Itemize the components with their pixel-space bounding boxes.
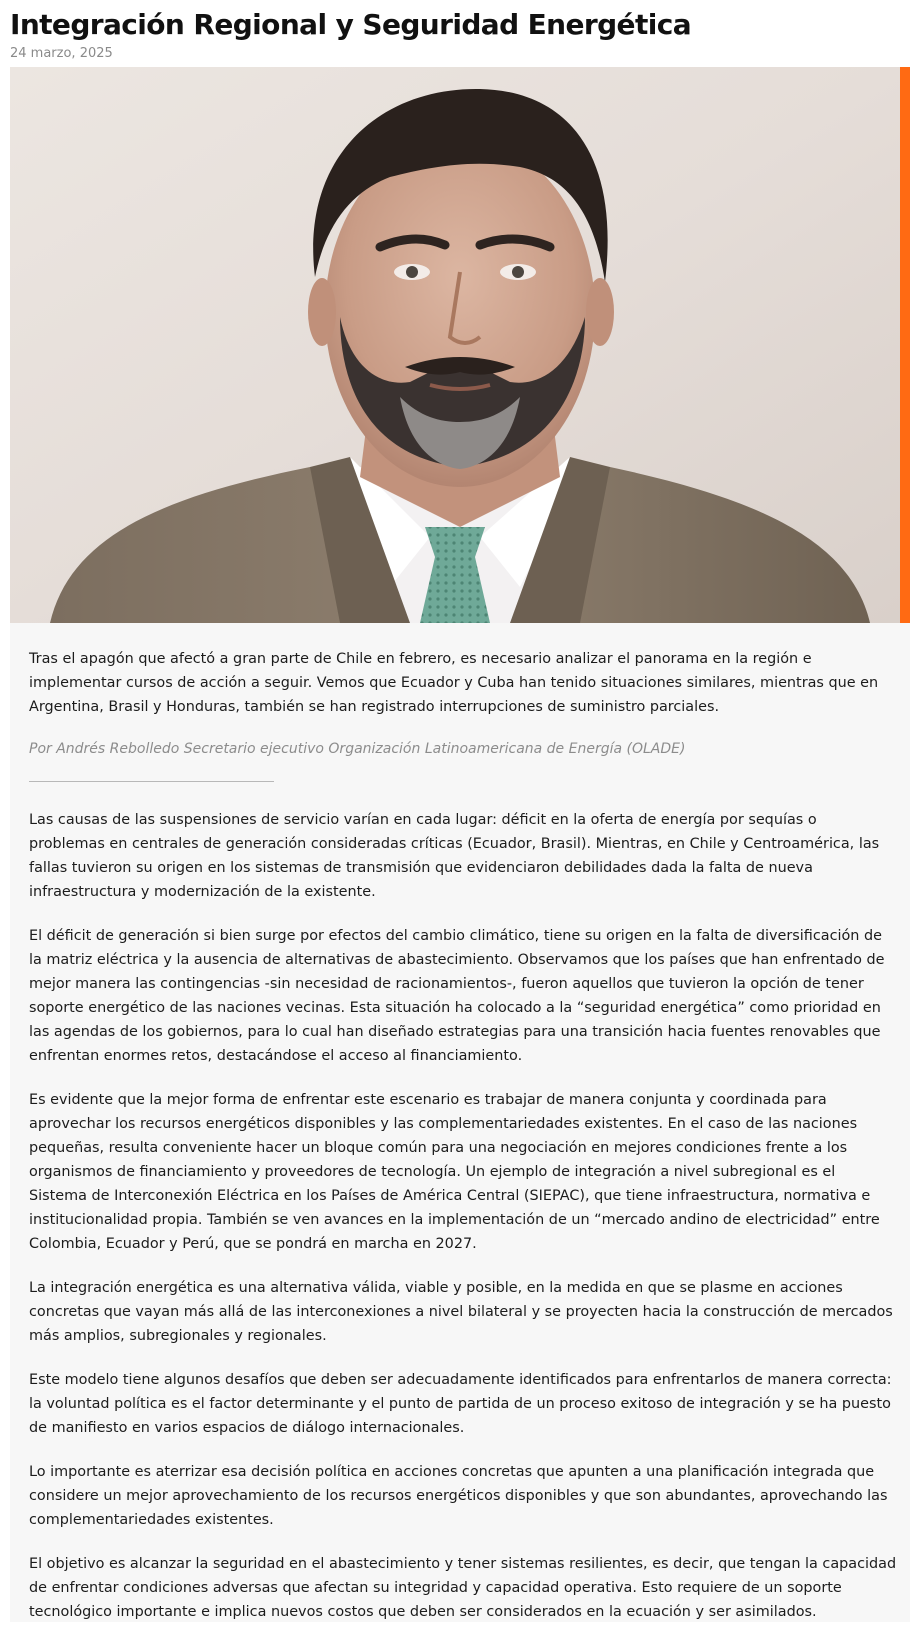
portrait-photo-icon — [10, 67, 900, 623]
publish-date: 24 marzo, 2025 — [10, 46, 113, 61]
paragraph: Este modelo tiene algunos desafíos que deben ser adecuadamente identificados para enfrentarlos de manera correcta: la voluntad política es el factor determinante y el punto de partida de un proceso exitoso de integración y se ha puesto de manifiesto en varios espacios de diálogo internacionales. — [29, 1372, 892, 1436]
article-lead: Tras el apagón que afectó a gran parte de Chile en febrero, es necesario analizar el panorama en la región e implementar cursos de acción a seguir. Vemos que Ecuador y Cuba han tenido situaciones similares, mientras que en Argentina, Brasil y Honduras, también se han registrado interrupciones de suministro parciales. — [29, 651, 879, 715]
article-body — [10, 623, 910, 1622]
article-byline: Por Andrés Rebolledo Secretario ejecutivo Organización Latinoamericana de Energía (OLADE) — [29, 741, 686, 757]
paragraph: El objetivo es alcanzar la seguridad en el abastecimiento y tener sistemas resilientes, es decir, que tengan la capacidad de enfrentar condiciones adversas que afectan su integridad y capacidad operativa. Esto requiere de un soporte tecnológico importante e implica nuevos costos que deben ser considerados en la ecuación y ser asimilados. — [29, 1556, 897, 1620]
accent-bar — [900, 67, 910, 626]
paragraph: La integración energética es una alternativa válida, viable y posible, en la medida en que se plasme en acciones concretas que vayan más allá de las interconexiones a nivel bilateral y se proyecten hacia la construcción de mercados más amplios, subregionales y regionales. — [29, 1280, 893, 1344]
article-header — [10, 8, 913, 61]
page-title: Integración Regional y Seguridad Energética — [10, 8, 692, 41]
paragraph: Es evidente que la mejor forma de enfrentar este escenario es trabajar de manera conjunta y coordinada para aprovechar los recursos energéticos disponibles y las complementariedades existentes. En el caso de las naciones pequeñas, resulta conveniente hacer un bloque común para una negociación en mejores condiciones frente a los organismos de financiamiento y proveedores de tecnología. Un ejemplo de integración a nivel subregional es el Sistema de Interconexión Eléctrica en los Países de América Central (SIEPAC), que tiene infraestructura, normativa e institucionalidad propia. También se ven avances en la implementación de un “mercado andino de electricidad” entre Colombia, Ecuador y Perú, que se pondrá en marcha en 2027. — [29, 1092, 880, 1252]
byline-divider — [29, 781, 274, 782]
paragraph: Las causas de las suspensiones de servicio varían en cada lugar: déficit en la oferta de energía por sequías o problemas en centrales de generación consideradas críticas (Ecuador, Brasil). Mientras, en Chile y Centroamérica, las fallas tuvieron su origen en los sistemas de transmisión que evidenciaron debilidades dada la falta de nueva infraestructura y modernización de la existente. — [29, 812, 880, 900]
paragraph: Lo importante es aterrizar esa decisión política en acciones concretas que apunten a una planificación integrada que considere un mejor aprovechamiento de los recursos energéticos disponibles y que son abundantes, aprovechando las complementariedades existentes. — [29, 1464, 888, 1528]
article-content — [29, 647, 897, 1644]
hero-photo — [10, 67, 900, 623]
paragraph: El déficit de generación si bien surge por efectos del cambio climático, tiene su origen en la falta de diversificación de la matriz eléctrica y la ausencia de alternativas de abastecimiento. Observamos que los países que han enfrentado de mejor manera las contingencias -sin necesidad de racionamientos-, fueron aquellos que tuvieron la opción de tener soporte energético de las naciones vecinas. Esta situación ha colocado a la “seguridad energética” como prioridad en las agendas de los gobiernos, para lo cual han diseñado estrategias para una transición hacia fuentes renovables que enfrentan enormes retos, destacándose el acceso al financiamiento. — [29, 928, 885, 1064]
